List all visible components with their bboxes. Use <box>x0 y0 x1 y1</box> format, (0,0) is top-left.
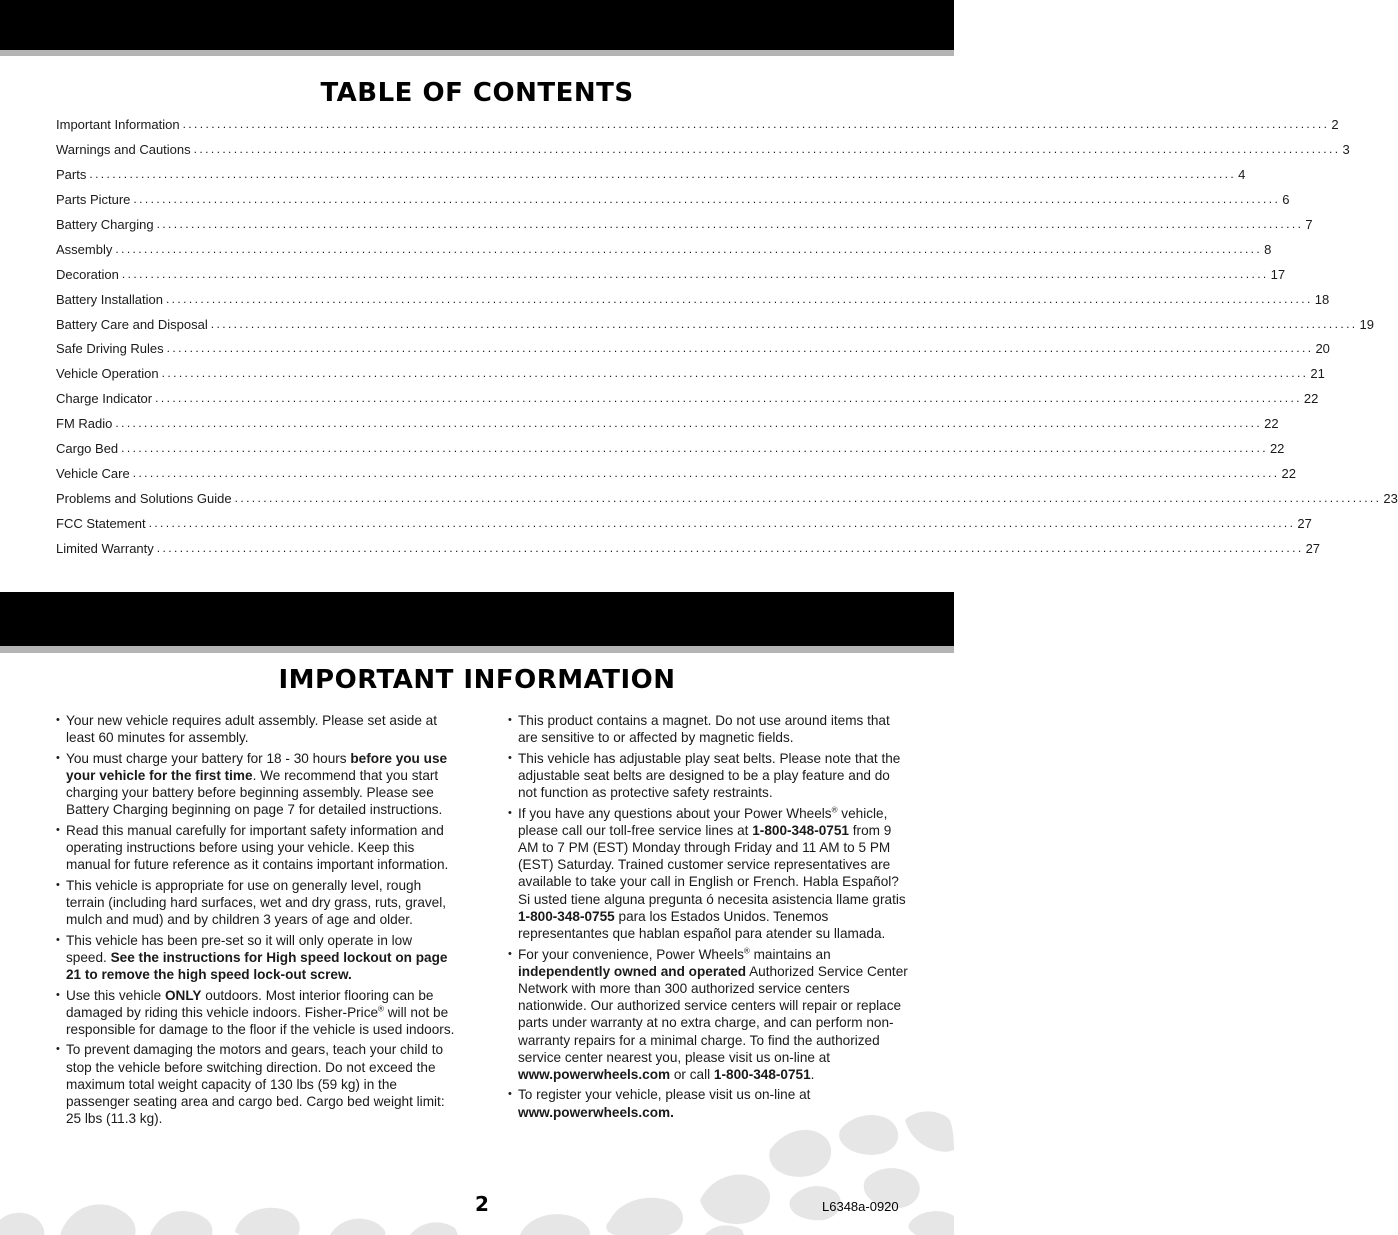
info-bullet-item <box>56 750 456 819</box>
body-text: vehicle, please call our toll-free service lines at <box>518 805 888 838</box>
toc-entry-title: Battery Installation <box>56 291 163 307</box>
info-bullet-item <box>508 946 910 1084</box>
toc-dot-leader: ........................................................................................................................................................................................................ <box>121 441 1268 456</box>
important-info-right-column <box>508 712 910 1124</box>
info-bullet-item <box>56 877 456 929</box>
toc-entry-page: 23 <box>1383 491 1398 507</box>
body-text: To prevent damaging the motors and gears, teach your child to stop the vehicle before switching direction. Do not exceed the maximum total weight capacity of 130 lbs (59 kg) in the passenger seating area and cargo bed. Cargo bed weight limit: 25 lbs (11.3 kg). <box>66 1042 445 1127</box>
toc-entry-page: 18 <box>1314 291 1330 307</box>
toc-entry <box>56 463 1296 488</box>
emphasis-text: ONLY <box>164 987 202 1003</box>
body-text: para los Estados Unidos. Tenemos representantes que hablan español para atender su llamada. <box>518 908 886 942</box>
toc-entry-title: Battery Charging <box>56 216 154 232</box>
section-header-band-shadow <box>0 646 954 653</box>
toc-entry <box>56 289 1330 314</box>
info-bullet-item <box>56 987 456 1039</box>
toc-entry <box>56 314 1375 339</box>
toc-entry <box>56 239 1272 264</box>
toc-entry-page: 22 <box>1281 466 1296 482</box>
toc-entry <box>56 189 1290 214</box>
info-bullet-item <box>508 750 910 802</box>
decorative-spot-pattern <box>0 1110 954 1235</box>
toc-entry-page: 19 <box>1359 316 1375 332</box>
body-text: This vehicle has been pre-set so it will only operate in low speed. <box>66 932 413 965</box>
top-header-band <box>0 0 954 50</box>
toc-dot-leader: ........................................................................................................................................................................................................ <box>133 191 1281 206</box>
toc-entry-title: Limited Warranty <box>56 540 154 556</box>
body-text: will not be responsible for damage to the floor if the vehicle is used indoors. <box>66 1004 455 1037</box>
toc-entry-title: Important Information <box>56 117 180 132</box>
important-info-left-column <box>56 712 456 1131</box>
emphasis-text: 1-800-348-0751 <box>713 1066 811 1082</box>
body-text: maintains an <box>749 946 831 962</box>
toc-entry-title: Battery Care and Disposal <box>56 316 208 332</box>
emphasis-text: independently owned and operated <box>518 963 747 979</box>
toc-entry <box>56 363 1325 388</box>
section-header-band <box>0 592 954 646</box>
toc-entry-title: FCC Statement <box>56 516 146 531</box>
registered-mark: ® <box>743 946 750 955</box>
toc-entry-title: Safe Driving Rules <box>56 341 164 357</box>
body-text: Read this manual carefully for important safety information and operating instructions before using your vehicle. Keep this manual for future reference as it contains important information. <box>66 822 449 873</box>
toc-entry-page: 27 <box>1305 540 1321 556</box>
toc-dot-leader: ........................................................................................................................................................................................................ <box>132 466 1280 481</box>
toc-entry <box>56 114 1339 139</box>
toc-entry-title: Charge Indicator <box>56 391 153 407</box>
toc-entry-title: Vehicle Care <box>56 466 130 482</box>
toc-dot-leader: ........................................................................................................................................................................................................ <box>115 416 1263 431</box>
page-number: 2 <box>475 1192 489 1216</box>
toc-dot-leader: ........................................................................................................................................................................................................ <box>156 216 1304 231</box>
toc-entry-title: Assembly <box>56 241 113 257</box>
toc-entry-page: 27 <box>1297 516 1312 531</box>
toc-entry <box>56 488 1398 513</box>
toc-entry-title: Cargo Bed <box>56 441 119 457</box>
body-text: This vehicle is appropriate for use on generally level, rough terrain (including hard surfaces, wet and dry grass, ruts, gravel, mulch and mud) and by children 3 years of age and older. <box>66 877 447 928</box>
body-text: If you have any questions about your Power Wheels <box>518 805 832 821</box>
info-bullet-item <box>56 932 456 984</box>
toc-entry <box>56 139 1350 164</box>
toc-entry-title: Decoration <box>56 266 119 282</box>
toc-dot-leader: ........................................................................................................................................................................................................ <box>156 540 1304 555</box>
important-info-title: IMPORTANT INFORMATION <box>278 665 676 695</box>
toc-dot-leader: ........................................................................................................................................................................................................ <box>161 366 1309 381</box>
toc-dot-leader: ........................................................................................................................................................................................................ <box>166 341 1314 356</box>
toc-entry-page: 21 <box>1310 366 1325 382</box>
toc-dot-leader: ........................................................................................................................................................................................................ <box>165 291 1313 306</box>
toc-entry-page: 7 <box>1305 216 1313 232</box>
toc-entry-title: FM Radio <box>56 416 113 432</box>
toc-entry-page: 20 <box>1315 341 1330 357</box>
body-text: For your convenience, Power Wheels <box>518 946 744 962</box>
body-text: Authorized Service Center Network with more than 300 authorized service centers nationwide. Our authorized service centers will repair or replace parts under warranty at no extra charge, and can perform non-warranty repairs for a minimal charge. To find the authorized service center nearest you, please visit us on-line at <box>518 963 908 1065</box>
toc-entry-page: 3 <box>1342 141 1350 157</box>
toc-dot-leader: ........................................................................................................................................................................................................ <box>210 316 1358 331</box>
document-code: L6348a-0920 <box>822 1199 899 1214</box>
body-text: . <box>810 1066 815 1082</box>
emphasis-text: www.powerwheels.com. <box>518 1104 674 1120</box>
toc-entry-page: 22 <box>1269 441 1285 457</box>
toc-entry-page: 22 <box>1264 416 1279 432</box>
registered-mark: ® <box>831 805 838 815</box>
registered-mark: ® <box>378 1004 384 1014</box>
toc-entry-page: 2 <box>1331 117 1339 132</box>
toc-entry <box>56 538 1321 563</box>
emphasis-text: 1-800-348-0751 <box>752 822 849 838</box>
toc-entry <box>56 513 1312 538</box>
info-bullet-item <box>56 822 456 874</box>
toc-entry-title: Warnings and Cautions <box>56 141 191 157</box>
emphasis-text: 1-800-348-0755 <box>518 908 615 924</box>
toc-title: TABLE OF CONTENTS <box>320 78 634 108</box>
toc-dot-leader: ........................................................................................................................................................................................................ <box>148 516 1296 530</box>
info-bullet-item <box>508 712 910 746</box>
body-text: To register your vehicle, please visit us on-line at <box>518 1087 811 1103</box>
toc-entry-title: Parts <box>56 166 87 182</box>
toc-dot-leader: ........................................................................................................................................................................................................ <box>182 117 1330 131</box>
body-text: outdoors. Most interior flooring can be damaged by riding this vehicle indoors. Fisher-Price <box>66 987 434 1020</box>
toc-entry-page: 22 <box>1303 391 1319 407</box>
toc-entry-page: 6 <box>1282 191 1290 207</box>
body-text: You must charge your battery for 18 - 30 hours <box>66 750 351 766</box>
info-bullet-item <box>56 712 456 746</box>
toc-entry <box>56 388 1319 413</box>
body-text: from 9 AM to 7 PM (EST) Monday through Friday and 11 AM to 5 PM (EST) Saturday. Trained customer service representatives are available to take your call in English or French. Habla Español? Si usted tiene alguna pregunta ó necesita asistencia llame gratis <box>518 822 906 907</box>
toc-entry <box>56 214 1313 239</box>
body-text: or call <box>670 1066 714 1082</box>
toc-list <box>56 114 1398 563</box>
emphasis-text: before you use your vehicle for the first time <box>66 750 448 783</box>
toc-entry-page: 4 <box>1238 166 1246 182</box>
emphasis-text: www.powerwheels.com <box>518 1066 671 1082</box>
toc-dot-leader: ........................................................................................................................................................................................................ <box>121 266 1269 281</box>
toc-entry <box>56 264 1286 289</box>
toc-entry-page: 8 <box>1264 241 1272 257</box>
toc-entry <box>56 164 1246 189</box>
body-text: This vehicle has adjustable play seat belts. Please note that the adjustable seat belts are designed to be a play feature and do not function as protective safety restraints. <box>518 750 901 801</box>
toc-entry-page: 17 <box>1270 266 1286 282</box>
body-text: This product contains a magnet. Do not use around items that are sensitive to or affected by magnetic fields. <box>518 713 890 746</box>
toc-dot-leader: ........................................................................................................................................................................................................ <box>155 391 1302 406</box>
info-bullet-item <box>508 805 910 943</box>
toc-entry <box>56 338 1330 363</box>
toc-dot-leader: ........................................................................................................................................................................................................ <box>115 241 1263 256</box>
toc-entry-title: Vehicle Operation <box>56 366 159 382</box>
toc-entry-title: Problems and Solutions Guide <box>56 491 232 507</box>
top-header-band-shadow <box>0 50 954 56</box>
toc-entry <box>56 413 1279 438</box>
body-text: . We recommend that you start charging your battery before beginning assembly. Please see Battery Charging beginning on page 7 for detailed instructions. <box>66 767 443 818</box>
toc-entry <box>56 438 1285 463</box>
body-text: Your new vehicle requires adult assembly. Please set aside at least 60 minutes for assembly. <box>66 713 438 746</box>
body-text: Use this vehicle <box>66 987 165 1003</box>
toc-dot-leader: ........................................................................................................................................................................................................ <box>234 491 1382 506</box>
toc-dot-leader: ........................................................................................................................................................................................................ <box>89 166 1237 181</box>
emphasis-text: See the instructions for High speed lockout on page 21 to remove the high speed lock-out screw. <box>66 949 448 983</box>
toc-dot-leader: ........................................................................................................................................................................................................ <box>193 141 1341 156</box>
toc-entry-title: Parts Picture <box>56 191 131 207</box>
